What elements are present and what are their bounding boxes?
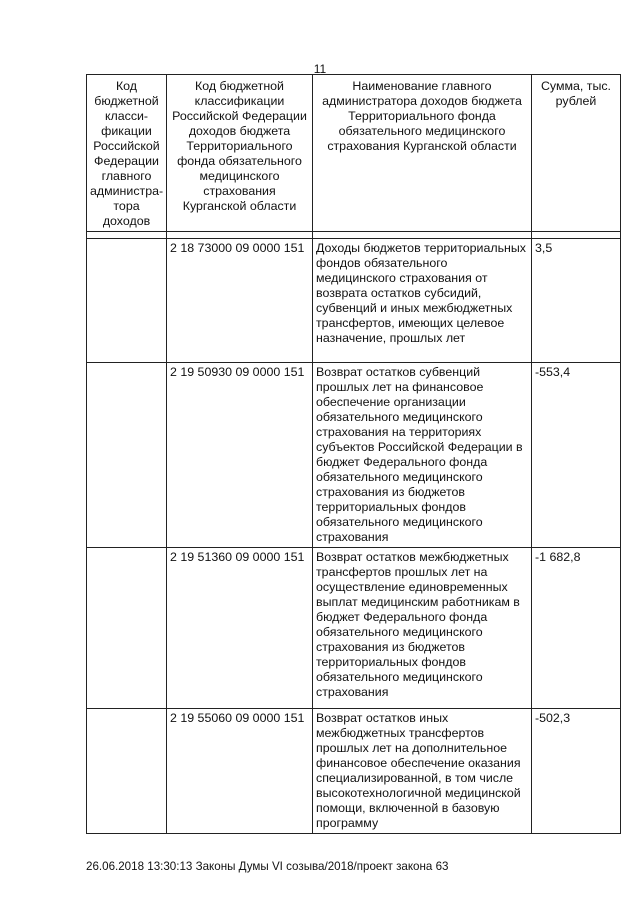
separator-row: [87, 232, 621, 239]
income-name-cell: Возврат остатков субвенций прошлых лет на финансовое обеспечение организации обязательного медицинского страхования на территориях субъектов Российской Федерации в бюджет Федерального фонда обязательного медицинского страхования из бюджетов территориальных фондов обязательного медицинского страхования: [313, 363, 532, 548]
page-number: 11: [313, 62, 327, 76]
admin-code-cell: [87, 548, 167, 709]
income-code-cell: 2 19 51360 09 0000 151: [167, 548, 313, 709]
amount-cell: -1 682,8: [532, 548, 621, 709]
table-header: [87, 75, 621, 232]
budget-classification-table: [86, 74, 621, 834]
table-row: [87, 709, 621, 834]
income-name-cell: Возврат остатков межбюджетных трансфертов прошлых лет на осуществление единовременных выплат медицинским работникам в бюджет Федерального фонда обязательного медицинского страхования из бюджетов территориальных фондов обязательного медицинского страхования: [313, 548, 532, 709]
header-row: [87, 75, 621, 232]
income-code-cell: 2 18 73000 09 0000 151: [167, 239, 313, 363]
table-row: [87, 239, 621, 363]
amount-cell: -553,4: [532, 363, 621, 548]
income-code-cell: 2 19 50930 09 0000 151: [167, 363, 313, 548]
header-income-code: Код бюджетной классификации Российской Федерации доходов бюджета Территориального фонда обязательного медицинского страхования Курганской области: [167, 75, 313, 232]
table-row: [87, 548, 621, 709]
header-admin-code: Код бюджетной класси-фикации Российской Федерации главного администра-тора доходов: [87, 75, 167, 232]
table-row: [87, 363, 621, 548]
header-amount: Сумма, тыс. рублей: [532, 75, 621, 232]
table-body: [87, 232, 621, 834]
header-admin-name: Наименование главного администратора доходов бюджета Территориального фонда обязательного медицинского страхования Курганской области: [313, 75, 532, 232]
income-code-cell: 2 19 55060 09 0000 151: [167, 709, 313, 834]
admin-code-cell: [87, 363, 167, 548]
document-footer: 26.06.2018 13:30:13 Законы Думы VI созыва/2018/проект закона 63: [86, 860, 449, 873]
income-name-cell: Возврат остатков иных межбюджетных трансфертов прошлых лет на дополнительное финансовое обеспечение оказания специализированной, в том числе высокотехнологичной медицинской помощи, включенной в базовую программу: [313, 709, 532, 834]
admin-code-cell: [87, 239, 167, 363]
admin-code-cell: [87, 709, 167, 834]
income-name-cell: Доходы бюджетов территориальных фондов обязательного медицинского страхования от возврата остатков субсидий, субвенций и иных межбюджетных трансфертов, имеющих целевое назначение, прошлых лет: [313, 239, 532, 363]
amount-cell: 3,5: [532, 239, 621, 363]
amount-cell: -502,3: [532, 709, 621, 834]
